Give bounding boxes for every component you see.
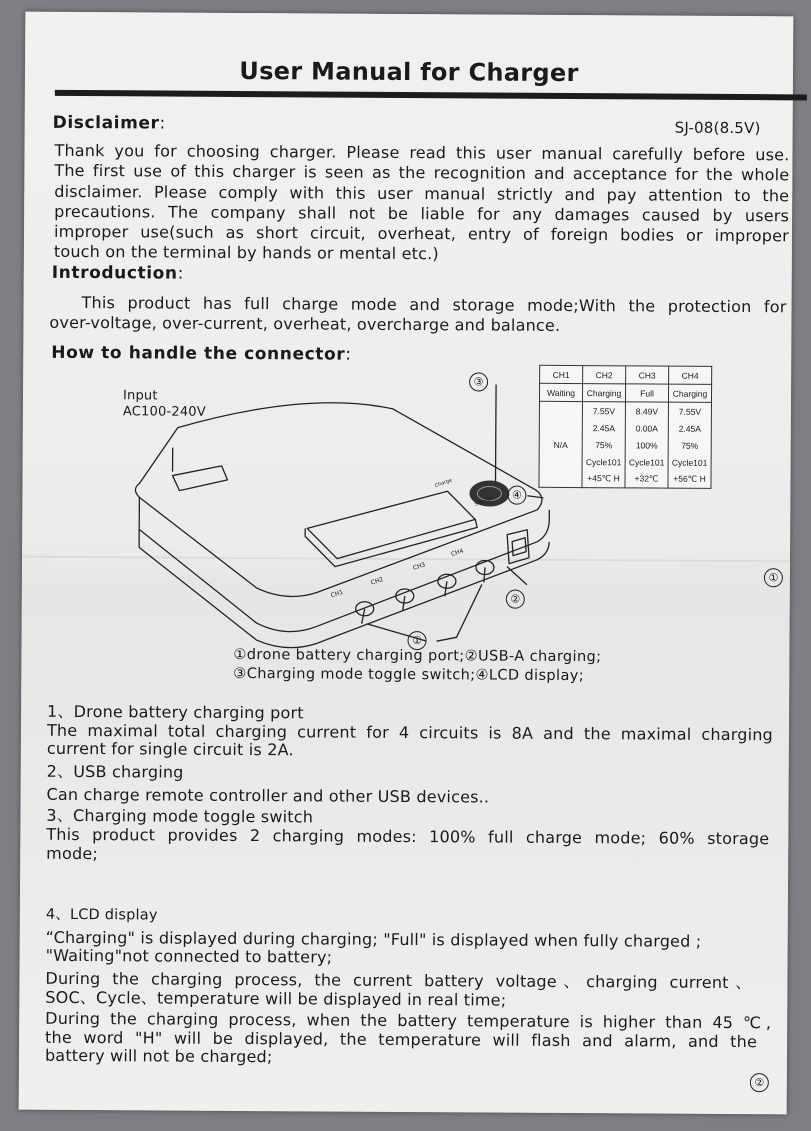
- charger-diagram: [126, 367, 568, 670]
- lcd-header-ch3: CH3: [626, 366, 669, 384]
- charger-body-edge: [139, 497, 550, 633]
- ch3-label: CH3: [412, 561, 427, 572]
- lcd-soc-ch3: 100%: [625, 436, 668, 453]
- page-marker: ②: [750, 1073, 769, 1092]
- item-1-title: 1、Drone battery charging port: [47, 701, 304, 723]
- diagram-caption-2: ③Charging mode toggle switch;④LCD display;: [233, 665, 585, 685]
- input-window: [172, 466, 227, 491]
- lcd-status-ch4: Charging: [668, 384, 711, 402]
- usb-leader: [507, 567, 527, 585]
- connector-colon: :: [345, 344, 352, 365]
- disclaimer-line-2: The first use of this charger is seen as the recognition and acceptance for the whole: [54, 160, 790, 185]
- manual-page: [19, 12, 794, 1115]
- item-4-title: 4、LCD display: [45, 906, 158, 924]
- callout-3: ③: [469, 372, 488, 391]
- lcd-soc-ch2: 75%: [582, 436, 625, 453]
- item-4-line-3: During the charging process, the current battery voltage、charging current、: [45, 968, 752, 993]
- lcd-temp-ch4: +56℃ H: [668, 471, 711, 489]
- lcd-voltage-ch3: 8.49V: [625, 402, 668, 420]
- input-label: Input: [122, 388, 158, 404]
- connector-heading-text: How to handle the connector: [51, 342, 346, 365]
- lcd-status-ch1: Waiting: [539, 383, 582, 401]
- introduction-heading-text: Introduction: [51, 262, 178, 284]
- lcd-ch1-na: N/A: [539, 401, 583, 487]
- ch2-label: CH2: [370, 576, 385, 587]
- ch1-label: CH1: [330, 588, 345, 600]
- lcd-current-ch3: 0.00A: [625, 419, 668, 436]
- connector-heading: [51, 343, 351, 365]
- diagram-caption-1: ①drone battery charging port;②USB-A charging;: [233, 646, 602, 666]
- lcd-status-ch2: Charging: [582, 384, 625, 402]
- lcd-current-ch2: 2.45A: [582, 419, 625, 436]
- switch-storage-label: Storage: [473, 495, 495, 508]
- lcd-window: [307, 490, 475, 559]
- lcd-header-ch4: CH4: [669, 366, 712, 384]
- item-2-title: 2、USB charging: [46, 761, 184, 782]
- item-3-line-1: This product provides 2 charging modes: 100% full charge mode; 60% storage: [46, 824, 770, 849]
- item-4-line-4: SOC、Cycle、temperature will be displayed in real time;: [45, 987, 507, 1010]
- disclaimer-colon: :: [159, 113, 166, 134]
- introduction-line-2: over-voltage, over-current, overheat, overcharge and balance.: [49, 312, 561, 335]
- item-1-line-2: current for single circuit is 2A.: [46, 738, 294, 760]
- title-rule: [55, 90, 807, 101]
- disclaimer-heading: [53, 113, 166, 134]
- lcd-current-ch4: 2.45A: [668, 420, 711, 437]
- lcd-header-ch2: CH2: [583, 366, 626, 384]
- lcd-cycle-ch3: Cycle101: [625, 453, 668, 470]
- disclaimer-heading-text: Disclaimer: [52, 112, 160, 134]
- lcd-soc-ch4: 75%: [668, 437, 711, 454]
- side-callout-1: ①: [764, 568, 783, 587]
- item-4-line-1: “Charging" is displayed during charging; "Full" is displayed when fully charged ;: [45, 927, 702, 951]
- port-leader: [367, 584, 482, 642]
- lcd-voltage-ch4: 7.55V: [668, 402, 711, 420]
- item-4-line-6: the word "H" will be displayed, the temperature will flash and alarm, and the: [45, 1027, 758, 1052]
- lcd-cycle-ch4: Cycle101: [668, 454, 711, 471]
- charger-base: [138, 529, 549, 649]
- item-3-title: 3、Charging mode toggle switch: [46, 805, 314, 827]
- item-2-line-1: Can charge remote controller and other USB devices..: [46, 784, 490, 807]
- callout-1: ①: [407, 631, 426, 650]
- item-3-line-2: mode;: [46, 843, 99, 864]
- ch1-port: [356, 602, 374, 616]
- item-1-line-1: The maximal total charging current for 4 circuits is 8A and the maximal charging: [46, 720, 774, 745]
- callout-2: ②: [506, 590, 525, 609]
- introduction-colon: :: [177, 263, 185, 284]
- input-value: AC100-240V: [122, 404, 206, 420]
- lcd-temp-ch2: +45℃ H: [582, 470, 625, 488]
- lcd-status-ch3: Full: [625, 384, 668, 402]
- lcd-header-row: [540, 365, 712, 384]
- lcd-cycle-ch2: Cycle101: [582, 453, 625, 470]
- introduction-line-1: This product has full charge mode and storage mode;With the protection for: [81, 293, 787, 317]
- switch-leader: [495, 385, 496, 496]
- lcd-status-row: [539, 383, 711, 402]
- disclaimer-line-5: improper use(such as short circuit, overheat, entry of foreign bodies or improper: [53, 221, 790, 246]
- item-4-line-5: During the charging process, when the battery temperature is higher than 45 ℃,: [45, 1008, 772, 1033]
- disclaimer-line-1: Thank you for choosing charger. Please read this user manual carefully before use.: [54, 140, 790, 165]
- disclaimer-line-4: precautions. The company shall not be liable for any damages caused by users: [54, 201, 790, 226]
- lcd-voltage-ch2: 7.55V: [582, 402, 625, 420]
- model-number: SJ-08(8.5V): [674, 118, 761, 138]
- lcd-display-table: [538, 365, 712, 489]
- disclaimer-line-6: touch on the terminal by hands or mental etc.): [53, 241, 439, 264]
- lcd-header-ch1: CH1: [540, 365, 583, 383]
- disclaimer-line-3: disclaimer. Please comply with this user manual strictly and pay attention to the: [54, 181, 790, 206]
- callout-4: ④: [507, 486, 526, 505]
- lcd-temp-ch3: +32℃: [625, 470, 668, 488]
- item-4-line-2: "Waiting"not connected to battery;: [45, 945, 333, 967]
- switch-charge-label: Charge: [434, 477, 453, 490]
- item-4-line-7: battery will not be charged;: [44, 1045, 273, 1067]
- lcd-voltage-row: [539, 401, 711, 420]
- introduction-heading: [52, 263, 184, 284]
- page-title: User Manual for Charger: [239, 56, 579, 88]
- ch4-label: CH4: [450, 547, 465, 559]
